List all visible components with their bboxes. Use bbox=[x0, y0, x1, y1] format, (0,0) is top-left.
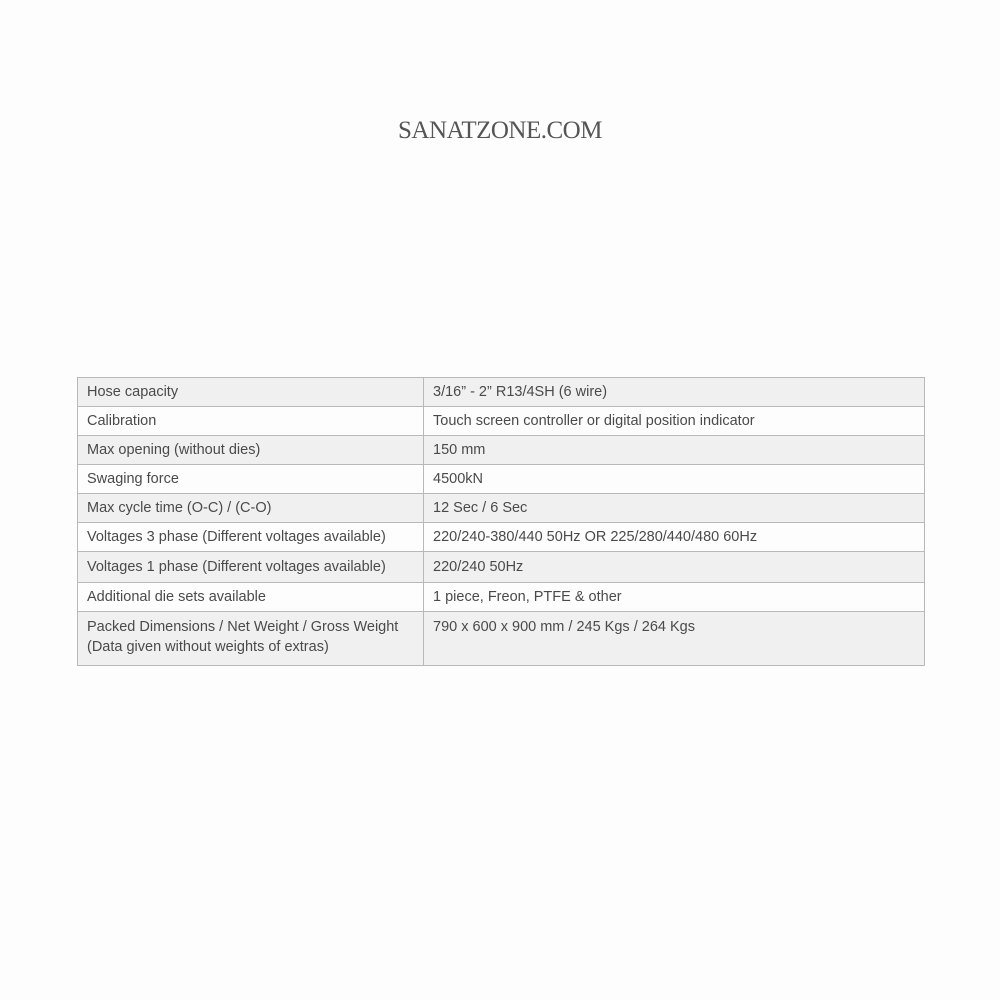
table-row bbox=[78, 378, 925, 407]
spec-value: Touch screen controller or digital position indicator bbox=[424, 407, 925, 436]
spec-label: Voltages 1 phase (Different voltages available) bbox=[78, 552, 424, 583]
table-row bbox=[78, 523, 925, 552]
spec-label: Max cycle time (O-C) / (C-O) bbox=[78, 494, 424, 523]
table-row bbox=[78, 583, 925, 612]
table-row bbox=[78, 465, 925, 494]
spec-label: Voltages 3 phase (Different voltages available) bbox=[78, 523, 424, 552]
spec-label: Packed Dimensions / Net Weight / Gross Weight (Data given without weights of extras) bbox=[78, 612, 424, 666]
spec-value: 12 Sec / 6 Sec bbox=[424, 494, 925, 523]
spec-value: 3/16” - 2” R13/4SH (6 wire) bbox=[424, 378, 925, 407]
spec-value: 220/240 50Hz bbox=[424, 552, 925, 583]
spec-label: Additional die sets available bbox=[78, 583, 424, 612]
spec-label: Hose capacity bbox=[78, 378, 424, 407]
table-row bbox=[78, 494, 925, 523]
spec-value: 790 x 600 x 900 mm / 245 Kgs / 264 Kgs bbox=[424, 612, 925, 666]
table-row bbox=[78, 552, 925, 583]
table-row bbox=[78, 407, 925, 436]
table-row bbox=[78, 612, 925, 666]
spec-value: 220/240-380/440 50Hz OR 225/280/440/480 60Hz bbox=[424, 523, 925, 552]
spec-value: 1 piece, Freon, PTFE & other bbox=[424, 583, 925, 612]
spec-label: Max opening (without dies) bbox=[78, 436, 424, 465]
brand-watermark: SANATZONE.COM bbox=[398, 117, 602, 144]
table-row bbox=[78, 436, 925, 465]
spec-label: Calibration bbox=[78, 407, 424, 436]
spec-label: Swaging force bbox=[78, 465, 424, 494]
spec-value: 4500kN bbox=[424, 465, 925, 494]
spec-value: 150 mm bbox=[424, 436, 925, 465]
spec-table bbox=[77, 377, 925, 666]
